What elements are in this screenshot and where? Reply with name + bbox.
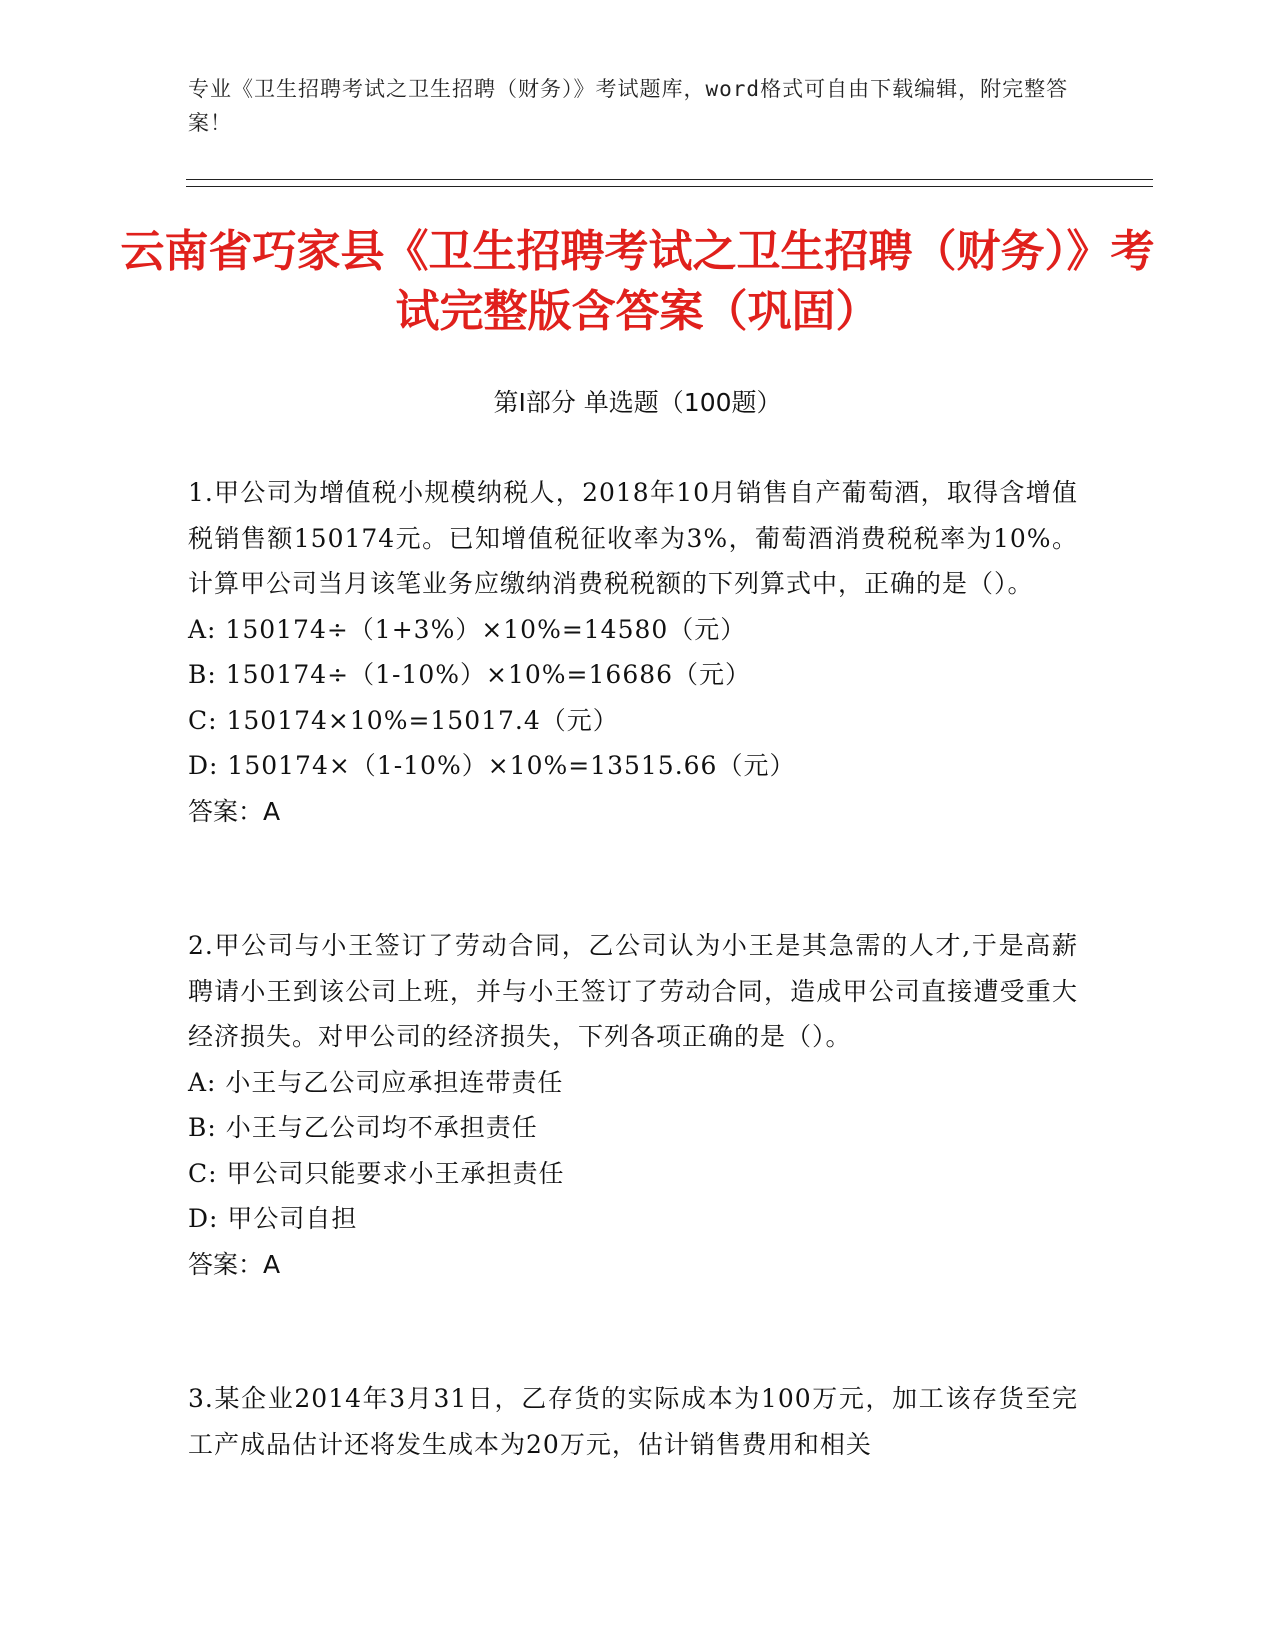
header-divider-bottom [186, 186, 1153, 187]
question-2 [188, 923, 1078, 1287]
question-stem: 3.某企业2014年3月31日，乙存货的实际成本为100万元，加工该存货至完工产成品估计还将发生成本为20万元，估计销售费用和相关 [188, 1384, 1078, 1459]
option-b: B: 150174÷（1-10%）×10%=16686（元） [188, 660, 752, 689]
option-c: C: 甲公司只能要求小王承担责任 [188, 1158, 565, 1188]
question-stem: 1.甲公司为增值税小规模纳税人，2018年10月销售自产葡萄酒，取得含增值税销售额150174元。已知增值税征收率为3%，葡萄酒消费税税率为10%。计算甲公司当月该笔业务应缴纳消费税税额的下列算式中，正确的是（）。 [188, 478, 1078, 598]
option-b: B: 小王与乙公司均不承担责任 [188, 1113, 538, 1142]
header-note: 专业《卫生招聘考试之卫生招聘（财务）》考试题库，word格式可自由下载编辑，附完整答案！ [188, 77, 1069, 135]
answer: 答案：A [188, 796, 281, 826]
question-1 [188, 470, 1078, 834]
header-divider-top [186, 179, 1153, 180]
document-title: 云南省巧家县《卫生招聘考试之卫生招聘（财务）》考试完整版含答案（巩固） [120, 226, 1155, 337]
option-d: D: 150174×（1-10%）×10%=13515.66（元） [188, 751, 796, 780]
option-d: D: 甲公司自担 [188, 1204, 358, 1233]
question-3 [188, 1376, 1078, 1467]
option-a: A: 小王与乙公司应承担连带责任 [188, 1067, 564, 1097]
section-heading: 第Ⅰ部分 单选题（100题） [493, 388, 782, 417]
option-c: C: 150174×10%=15017.4（元） [188, 705, 619, 735]
option-a: A: 150174÷（1+3%）×10%=14580（元） [188, 614, 747, 644]
answer: 答案：A [188, 1249, 281, 1279]
question-stem: 2.甲公司与小王签订了劳动合同，乙公司认为小王是其急需的人才,于是高薪聘请小王到该公司上班，并与小王签订了劳动合同，造成甲公司直接遭受重大经济损失。对甲公司的经济损失，下列各项正确的是（）。 [188, 931, 1078, 1051]
